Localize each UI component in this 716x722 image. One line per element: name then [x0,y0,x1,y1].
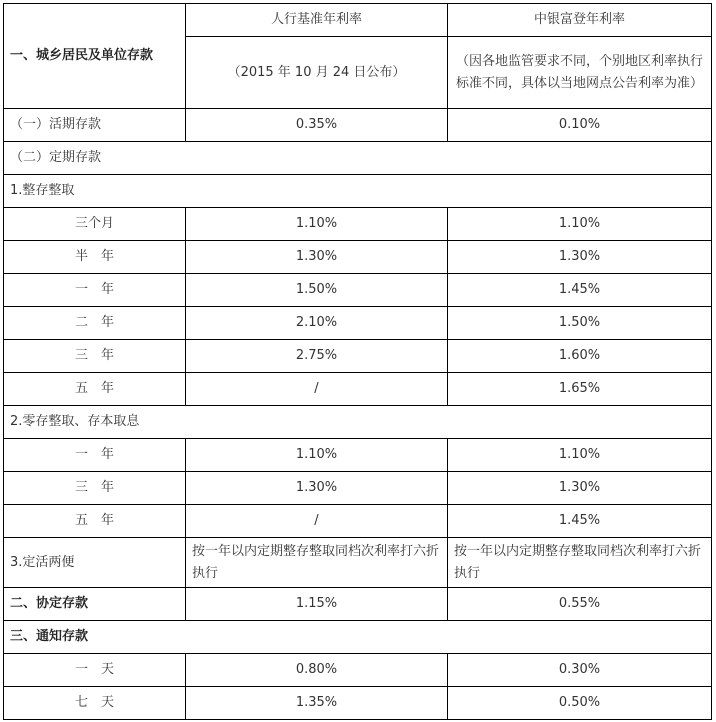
pboc-rate: 1.30% [186,241,448,274]
bank-rate: 1.60% [448,340,712,373]
term-label: 五 年 [4,373,186,406]
pboc-rate: / [186,373,448,406]
install-title-row [4,406,712,439]
bank-rate: 1.30% [448,241,712,274]
pboc-rate: 2.75% [186,340,448,373]
pboc-rate: / [186,505,448,538]
pboc-rate: 1.10% [186,439,448,472]
lump-title-row [4,175,712,208]
header-row [4,4,712,37]
table-row [4,472,712,505]
pboc-rate: 2.10% [186,307,448,340]
table-row [4,208,712,241]
col-header-bank: 中银富登年利率 [448,4,712,37]
flex-row [4,538,712,588]
term-label: 三个月 [4,208,186,241]
table-row [4,654,712,687]
bank-note-cell: （因各地监管要求不同，个别地区利率执行标准不同，具体以当地网点公告利率为准） [448,37,712,109]
term-label: 一 天 [4,654,186,687]
bank-rate: 1.30% [448,472,712,505]
pboc-rate: 1.50% [186,274,448,307]
section1-title-cell: 一、城乡居民及单位存款 [4,4,186,109]
interest-rate-table [3,3,712,720]
bank-rate: 1.50% [448,307,712,340]
bank-rate: 0.50% [448,687,712,720]
bank-rate: 0.55% [448,588,712,621]
term-label: 五 年 [4,505,186,538]
pboc-rate: 1.30% [186,472,448,505]
term-label: 七 天 [4,687,186,720]
bank-rate: 0.10% [448,109,712,142]
term-label: 一 年 [4,274,186,307]
pboc-rate: 1.10% [186,208,448,241]
section-title: 三、通知存款 [4,621,712,654]
section-title: （二）定期存款 [4,142,712,175]
pboc-rate: 1.35% [186,687,448,720]
bank-rate: 1.10% [448,208,712,241]
demand-row [4,109,712,142]
table-row [4,274,712,307]
bank-rate: 1.45% [448,505,712,538]
table-row [4,505,712,538]
bank-rate: 1.10% [448,439,712,472]
section-title: 1.整存整取 [4,175,712,208]
fixed-title-row [4,142,712,175]
pboc-note-cell: （2015 年 10 月 24 日公布） [186,37,448,109]
table-row [4,439,712,472]
table-row [4,307,712,340]
term-label: 一 年 [4,439,186,472]
table-row [4,241,712,274]
pboc-rate: 0.80% [186,654,448,687]
term-label: 三 年 [4,472,186,505]
bank-rate: 0.30% [448,654,712,687]
pboc-rate: 1.15% [186,588,448,621]
bank-rate: 1.45% [448,274,712,307]
term-label: 二 年 [4,307,186,340]
table-row [4,340,712,373]
row-label: 二、协定存款 [4,588,186,621]
notice-title-row [4,621,712,654]
pboc-rate: 0.35% [186,109,448,142]
agreement-row [4,588,712,621]
section-title: 2.零存整取、存本取息 [4,406,712,439]
term-label: 三 年 [4,340,186,373]
row-label: 3.定活两便 [4,538,186,588]
term-label: 半 年 [4,241,186,274]
pboc-rate: 按一年以内定期整存整取同档次利率打六折执行 [186,538,448,588]
row-label: （一）活期存款 [4,109,186,142]
col-header-pboc: 人行基准年利率 [186,4,448,37]
table-row [4,373,712,406]
table-row [4,687,712,720]
bank-rate: 1.65% [448,373,712,406]
bank-rate: 按一年以内定期整存整取同档次利率打六折执行 [448,538,712,588]
